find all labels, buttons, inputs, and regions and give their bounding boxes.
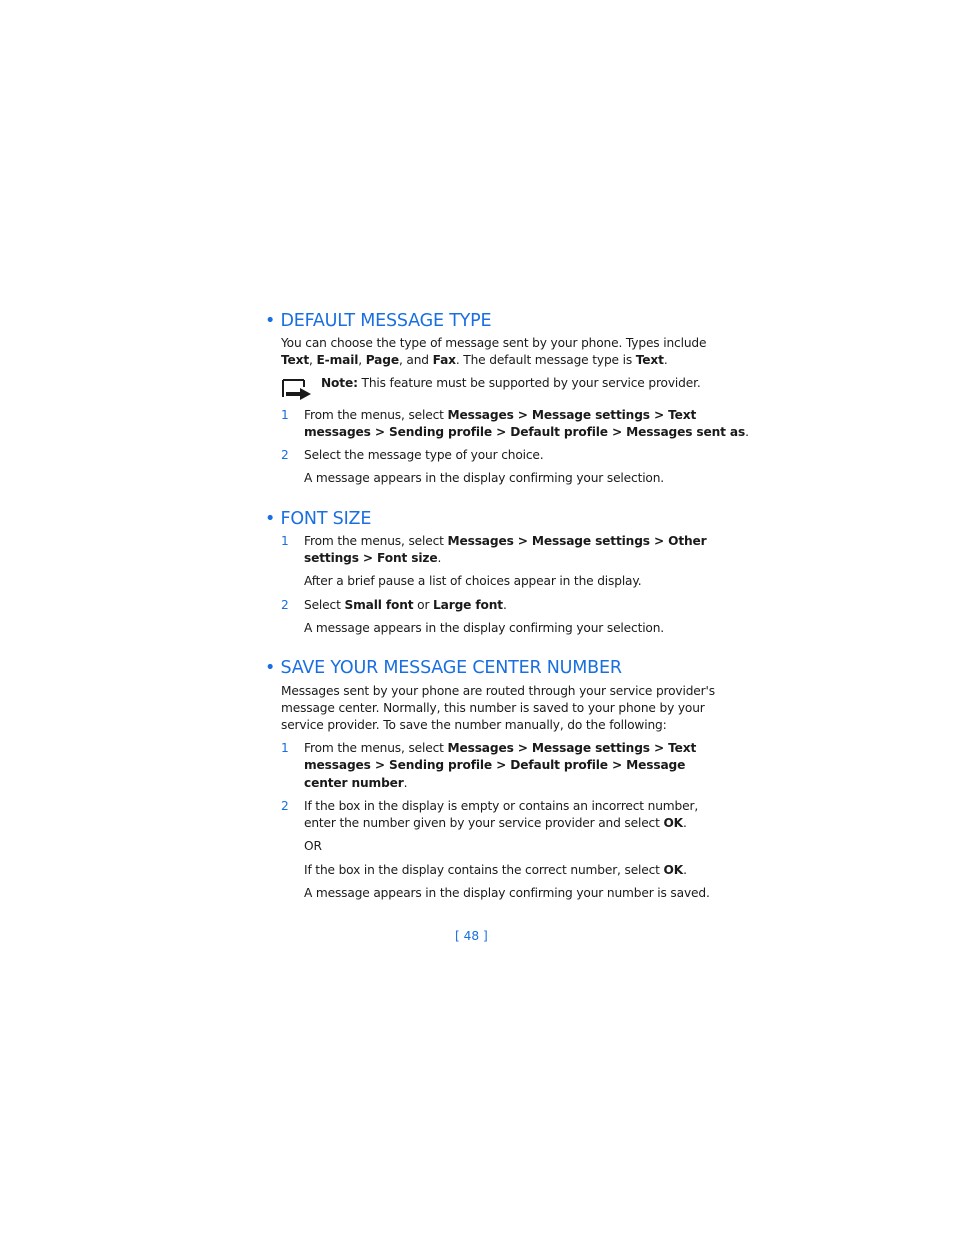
step-number: 1 [281, 741, 289, 755]
period: . [683, 863, 687, 877]
step-lead: If the box in the display contains the correct number, select [304, 863, 664, 877]
ok-keyword: OK [663, 863, 684, 877]
intro-paragraph-line1: You can choose the type of message sent by your phone. Types include [281, 336, 707, 350]
step-number: 1 [281, 534, 289, 548]
separator: , and [398, 353, 433, 367]
step-text-line2 [304, 550, 441, 567]
note-arrow-icon [282, 378, 312, 400]
type-fax: Fax [432, 353, 456, 367]
intro-mid-text: . The default message type is [455, 353, 636, 367]
note-label: Note: [321, 376, 358, 390]
intro-paragraph-line: message center. Normally, this number is saved to your phone by your [281, 701, 705, 715]
step-number: 2 [281, 448, 289, 462]
note-body: This feature must be supported by your service provider. [357, 376, 701, 390]
note-text [321, 375, 701, 392]
or-text: or [413, 598, 434, 612]
step-lead: enter the number given by your service provider and select [304, 816, 664, 830]
menu-path: messages > Sending profile > Default profile > Message [304, 758, 686, 772]
default-type: Text [635, 353, 664, 367]
step-after-text: After a brief pause a list of choices appear in the display. [304, 574, 642, 588]
period: . [437, 551, 442, 565]
section-heading-font-size: • FONT SIZE [265, 509, 372, 529]
step-text [304, 597, 507, 614]
separator: , [358, 353, 366, 367]
step-lead: Select [304, 598, 345, 612]
step-text-line1 [304, 407, 696, 424]
step-lead: From the menus, select [304, 741, 448, 755]
step-text-line1 [304, 740, 696, 757]
type-email: E-mail [316, 353, 359, 367]
menu-path: messages > Sending profile > Default profile > Messages sent as [304, 425, 746, 439]
menu-path: settings > Font size [304, 551, 438, 565]
menu-path: center number [304, 776, 404, 790]
type-text: Text [281, 353, 310, 367]
menu-path: Messages > Message settings > Other [447, 534, 707, 548]
step-text: Select the message type of your choice. [304, 448, 544, 462]
step-number: 2 [281, 799, 289, 813]
step-text-line3 [304, 775, 407, 792]
ok-keyword: OK [663, 816, 683, 830]
separator: , [309, 353, 317, 367]
step-text-line1 [304, 533, 707, 550]
option-small-font: Small font [344, 598, 414, 612]
period: . [403, 776, 408, 790]
period: . [663, 353, 668, 367]
menu-path: Messages > Message settings > Text [447, 408, 697, 422]
section-heading-save-message-center-number: • SAVE YOUR MESSAGE CENTER NUMBER [265, 658, 622, 678]
section-heading-default-message-type: • DEFAULT MESSAGE TYPE [265, 311, 492, 331]
type-page: Page [365, 353, 399, 367]
result-text: A message appears in the display confirming your selection. [304, 621, 665, 635]
page-number: [ 48 ] [455, 929, 488, 943]
alt-step-text [304, 862, 687, 879]
step-lead: From the menus, select [304, 408, 448, 422]
intro-paragraph-line: service provider. To save the number manually, do the following: [281, 718, 667, 732]
result-text: A message appears in the display confirming your selection. [304, 471, 665, 485]
period: . [502, 598, 507, 612]
step-text-line1: If the box in the display is empty or contains an incorrect number, [304, 799, 699, 813]
step-lead: From the menus, select [304, 534, 448, 548]
result-text: A message appears in the display confirming your number is saved. [304, 886, 710, 900]
step-text-line2 [304, 424, 749, 441]
or-text: OR [304, 839, 322, 853]
step-text-line2 [304, 757, 685, 774]
intro-paragraph-line2 [281, 352, 668, 369]
option-large-font: Large font [433, 598, 503, 612]
step-number: 2 [281, 598, 289, 612]
period: . [745, 425, 749, 439]
step-text-line2 [304, 815, 687, 832]
step-number: 1 [281, 408, 289, 422]
period: . [682, 816, 687, 830]
intro-paragraph-line: Messages sent by your phone are routed through your service provider's [281, 684, 715, 698]
menu-path: Messages > Message settings > Text [447, 741, 697, 755]
